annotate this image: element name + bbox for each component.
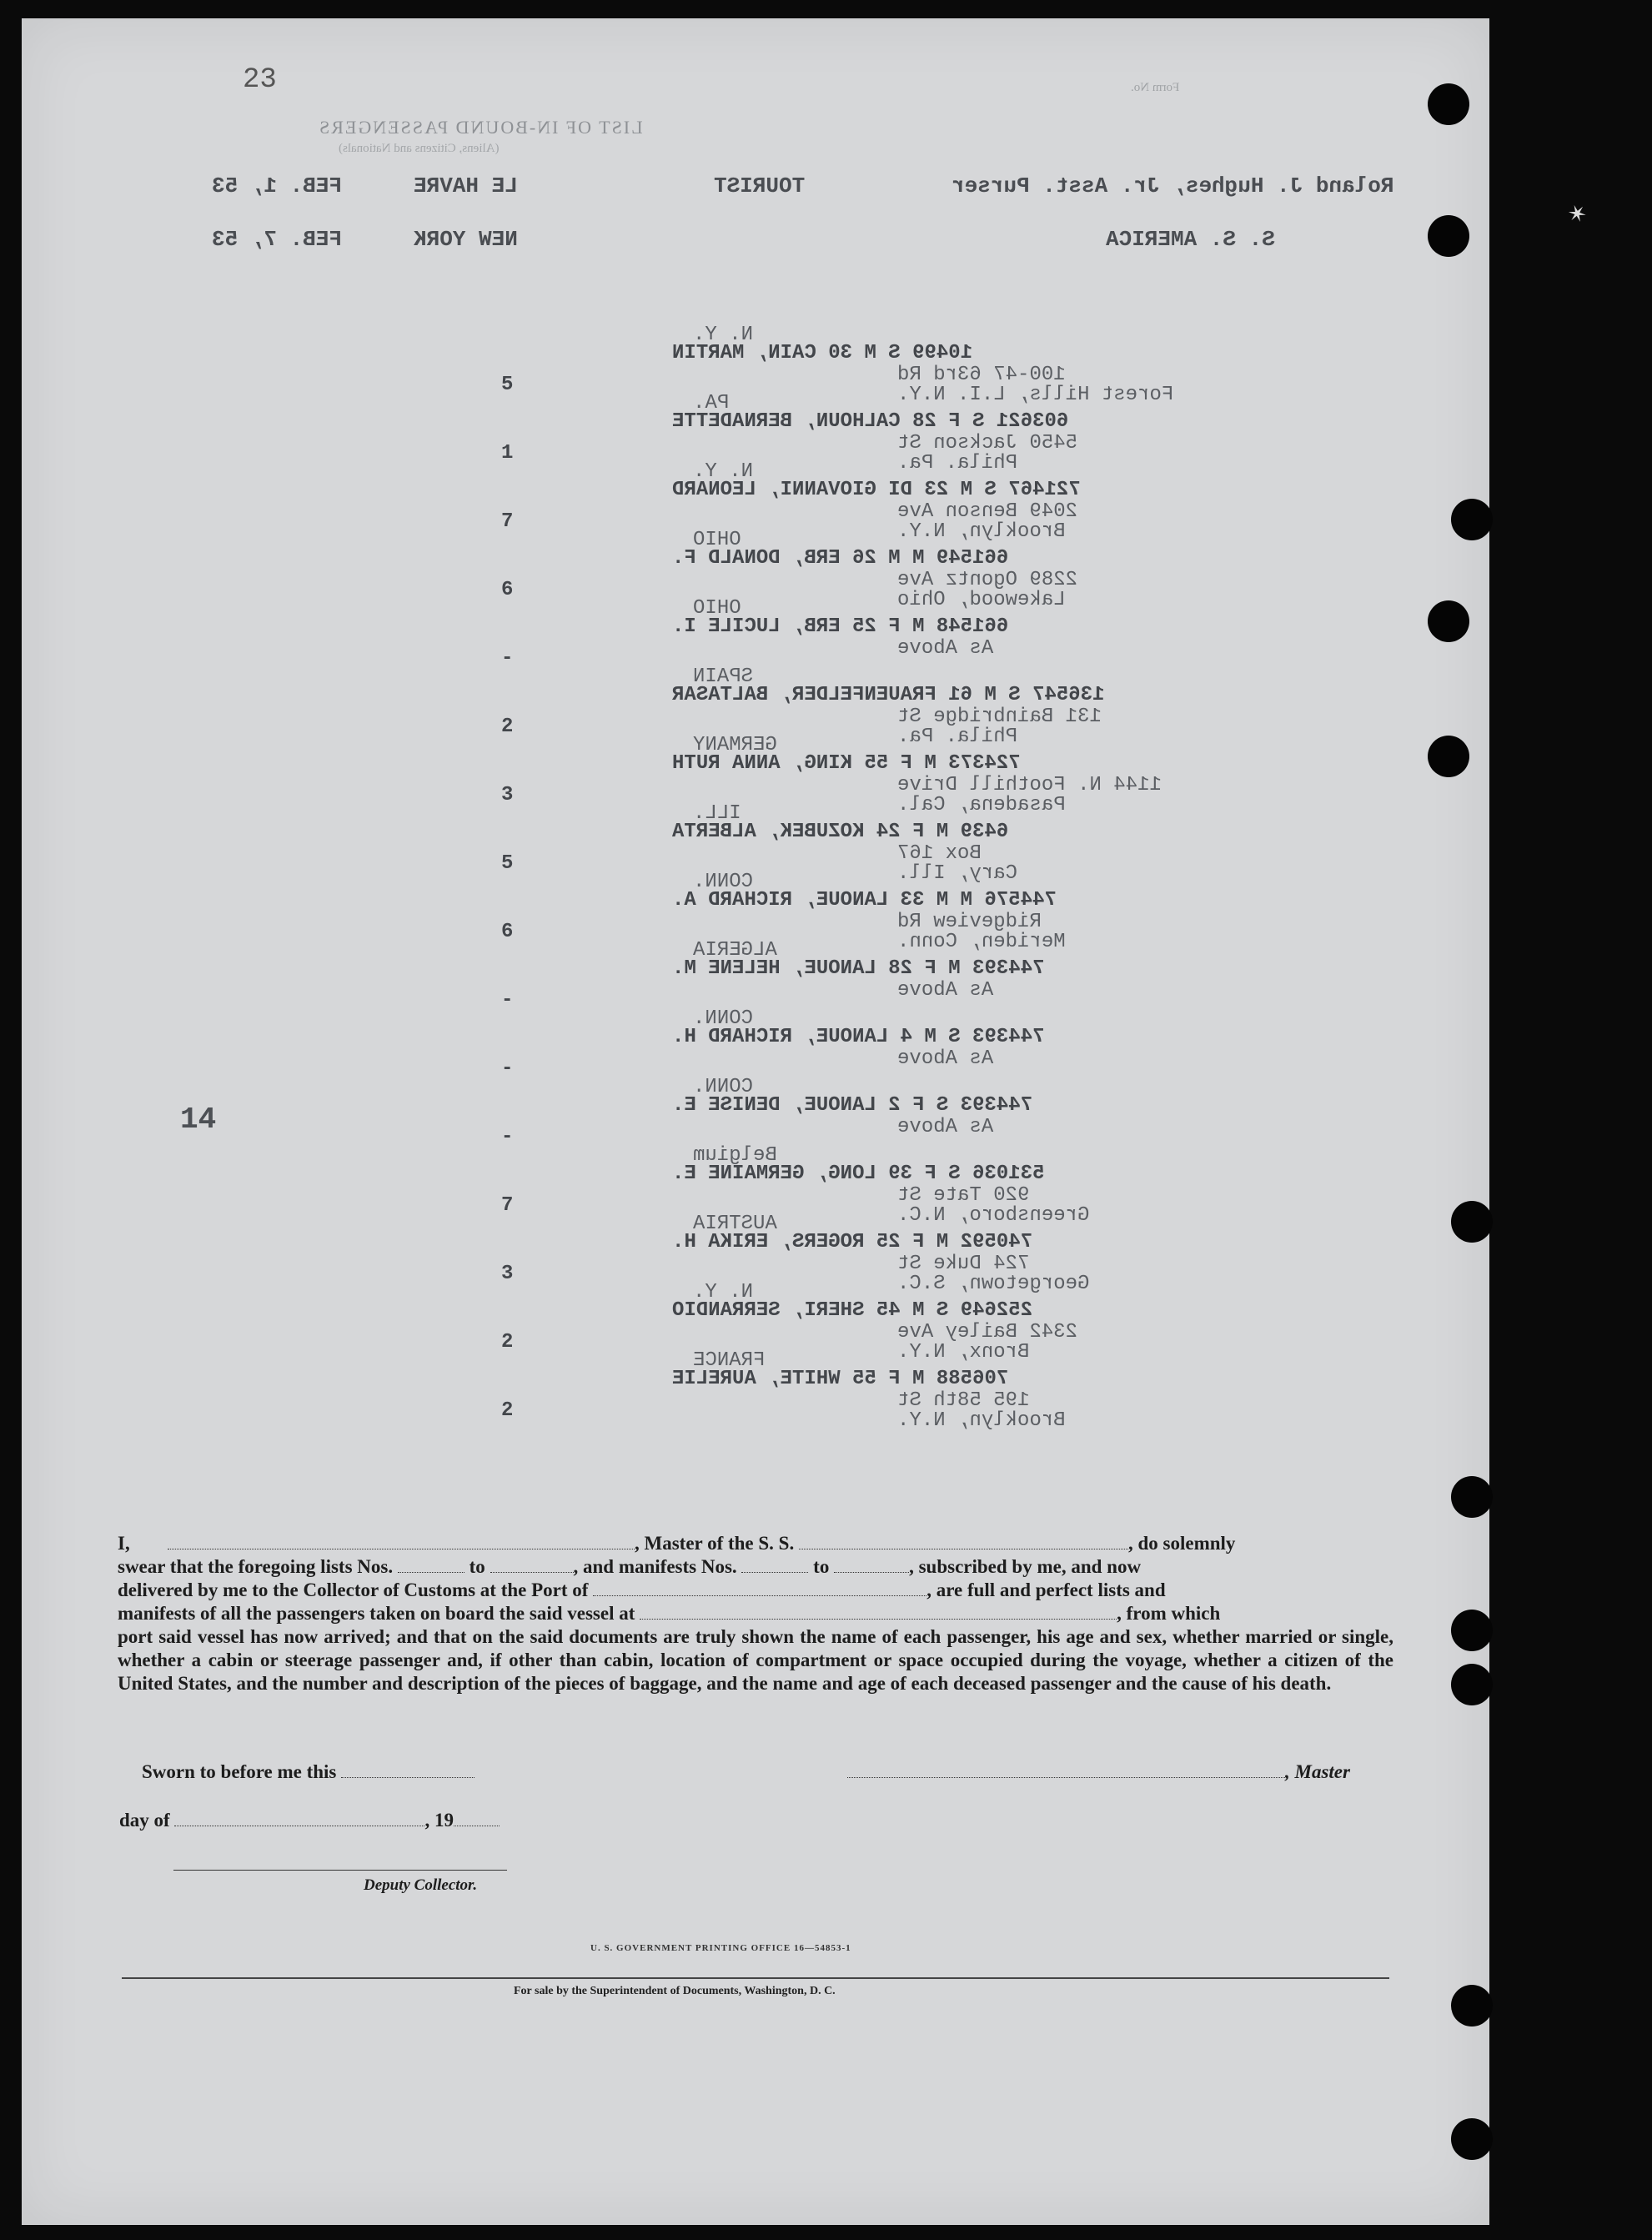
- passenger-count: -: [501, 1057, 514, 1080]
- punch-hole: [1428, 83, 1469, 125]
- passenger-name-line: 531036 S F 39 LONG, GERMAINE E.: [672, 1163, 1045, 1185]
- passenger-name-line: 603621 S F 28 CALHOUN, BERNADETTE: [672, 410, 1069, 433]
- passenger-region: SPAIN: [693, 665, 754, 688]
- passenger-address-line: Phila. Pa.: [897, 452, 1018, 475]
- oath-line-2: swear that the foregoing lists Nos. to , and manifests Nos. to , subscribed by me, and now: [118, 1556, 1142, 1577]
- arrival-date: FEB. 7, 53: [212, 227, 343, 252]
- punch-hole: [1451, 1201, 1493, 1243]
- passenger-address-line: 5450 Jackson St: [897, 432, 1078, 455]
- punch-hole: [1451, 1476, 1493, 1518]
- passenger-address-line: 2049 Benson Ave: [897, 500, 1078, 523]
- passenger-address-line: Phila. Pa.: [897, 726, 1018, 748]
- passenger-count: 3: [501, 784, 514, 806]
- punch-hole: [1451, 499, 1493, 540]
- passenger-address-line: Brooklyn, N.Y.: [897, 520, 1066, 543]
- passenger-address-line: Box 167: [897, 842, 982, 865]
- passenger-region: CONN.: [693, 1007, 754, 1030]
- passenger-address-line: As Above: [897, 979, 994, 1002]
- passenger-region: AUSTRIA: [693, 1213, 777, 1235]
- passenger-name-line: 6439 M F 24 KOZUBEK, ALBERTA: [672, 821, 1009, 843]
- passenger-address-line: Brooklyn, N.Y.: [897, 1409, 1066, 1432]
- passenger-count: 5: [501, 852, 514, 875]
- deputy-collector-label: Deputy Collector.: [364, 1876, 478, 1894]
- passenger-region: N. Y.: [693, 1281, 754, 1303]
- ship-name: S. S. AMERICA: [1106, 227, 1275, 252]
- sheet-number: 23: [243, 64, 277, 96]
- passenger-address-line: Georgetown, S.C.: [897, 1273, 1090, 1295]
- oath-body: port said vessel has now arrived; and that on the said documents are truly shown the name of each passenger, his age and sex, whether married or single, whether a cabin or steerage passenger and, if other than cabin, location of compartment or space occupied during the voyage, whether a citizen of the United States, and the number and description of the pieces of baggage, and the name and age of each deceased passenger and the cause of his death.: [118, 1626, 1393, 1694]
- punch-hole: [1451, 1664, 1493, 1705]
- day-of-line: day of , 19: [119, 1810, 500, 1831]
- passenger-class: TOURIST: [714, 173, 806, 198]
- passenger-address-line: 1144 N. Foothill Drive: [897, 774, 1162, 796]
- passenger-region: PA.: [693, 392, 730, 414]
- passenger-name-line: 661548 M F 25 ERB, LUCILE I.: [672, 615, 1009, 638]
- passenger-count: 1: [501, 442, 514, 465]
- passenger-name-line: 740592 M F 25 ROGERS, ERIKA H.: [672, 1231, 1033, 1253]
- name-blank: [168, 1534, 635, 1549]
- passenger-address-line: Ridgeview Rd: [897, 911, 1042, 933]
- punch-hole: [1451, 1610, 1493, 1651]
- passenger-address-line: As Above: [897, 637, 994, 660]
- passenger-name-line: 721467 S M 23 DI GIOVANNI, LEONARD: [672, 479, 1081, 501]
- passenger-address-line: Bronx, N.Y.: [897, 1341, 1030, 1364]
- passenger-name-line: 724373 M F 55 KING, ANNA RUTH: [672, 752, 1021, 775]
- passenger-address-line: Meriden, Conn.: [897, 931, 1066, 953]
- punch-hole: [1428, 600, 1469, 642]
- sworn-line: Sworn to before me this: [142, 1761, 475, 1783]
- passenger-name-line: 10499 S M 30 CAIN, MARTIN: [672, 342, 973, 364]
- passenger-count: 3: [501, 1263, 514, 1285]
- passenger-address-line: As Above: [897, 1047, 994, 1070]
- passenger-region: OHIO: [693, 529, 741, 551]
- passenger-region: CONN.: [693, 1076, 754, 1098]
- passenger-region: ALGERIA: [693, 939, 777, 962]
- stray-mark-icon: ✶: [1564, 198, 1592, 231]
- passenger-name-line: 136547 S M 61 FRAUENFELDER, BALTASAR: [672, 684, 1105, 706]
- form-subtitle: (Aliens, Citizens and Nationals): [339, 142, 500, 155]
- margin-tally: 14: [180, 1102, 217, 1137]
- passenger-address-line: 2342 Bailey Ave: [897, 1321, 1078, 1343]
- passenger-region: ILL.: [693, 802, 741, 825]
- form-number-label: Form No.: [1131, 81, 1180, 94]
- passenger-address-line: 920 Tate St: [897, 1184, 1030, 1207]
- passenger-name-line: 706588 M F 55 WHITE, AURELIE: [672, 1368, 1009, 1390]
- punch-hole: [1451, 2118, 1493, 2160]
- passenger-region: FRANCE: [693, 1349, 766, 1372]
- passenger-address-line: 2289 Ogontz Ave: [897, 569, 1078, 591]
- master-signature-line: , Master: [847, 1761, 1350, 1783]
- passenger-count: 6: [501, 921, 514, 943]
- manifest-page: [22, 18, 1489, 2225]
- arrival-port: NEW YORK: [414, 227, 518, 252]
- passenger-address-line: 131 Bainbridge St: [897, 706, 1102, 728]
- passenger-address-line: 100-47 63rd Rd: [897, 364, 1066, 386]
- passenger-address-line: Forest Hills, L.I. N.Y.: [897, 384, 1174, 406]
- passenger-region: GERMANY: [693, 734, 777, 756]
- passenger-count: -: [501, 647, 514, 670]
- passenger-count: 2: [501, 716, 514, 738]
- oath-text: [118, 1532, 1393, 1695]
- form-title: LIST OF IN-BOUND PASSENGERS: [318, 117, 643, 138]
- punch-hole: [1451, 1985, 1493, 2027]
- bottom-rule: [122, 1977, 1389, 1979]
- punch-hole: [1428, 215, 1469, 257]
- oath-line-4: manifests of all the passengers taken on board the said vessel at , from which: [118, 1603, 1221, 1624]
- passenger-count: 7: [501, 510, 514, 533]
- passenger-address-line: Pasadena, Cal.: [897, 794, 1066, 816]
- passenger-count: -: [501, 1126, 514, 1148]
- passenger-address-line: Lakewood, Ohio: [897, 589, 1066, 611]
- passenger-region: N. Y.: [693, 460, 754, 483]
- passenger-address-line: As Above: [897, 1116, 994, 1138]
- passenger-address-line: Greensboro, N.C.: [897, 1204, 1090, 1227]
- passenger-address-line: Cary, Ill.: [897, 862, 1018, 885]
- passenger-count: 2: [501, 1331, 514, 1354]
- passenger-address-line: 195 58th St: [897, 1389, 1030, 1412]
- passenger-count: 7: [501, 1194, 514, 1217]
- printer-imprint: U. S. GOVERNMENT PRINTING OFFICE 16—54853-1: [590, 1943, 851, 1953]
- for-sale-note: For sale by the Superintendent of Documents, Washington, D. C.: [514, 1985, 836, 1997]
- passenger-name-line: 744393 S M 4 LANOUE, RICHARD H.: [672, 1026, 1045, 1048]
- passenger-name-line: 744393 S F 2 LANOUE, DENISE E.: [672, 1094, 1033, 1117]
- passenger-region: Belgium: [693, 1144, 777, 1167]
- passenger-name-line: 744393 M F 28 LANOUE, HELENE M.: [672, 957, 1045, 980]
- passenger-region: OHIO: [693, 597, 741, 620]
- passenger-name-line: 744576 M M 33 LANOUE, RICHARD A.: [672, 889, 1057, 912]
- passenger-address-line: 724 Duke St: [897, 1253, 1030, 1275]
- oath-line-3: delivered by me to the Collector of Customs at the Port of , are full and perfect lists and: [118, 1580, 1166, 1600]
- passenger-name-line: 252649 S M 45 SHERI, SERRANDIO: [672, 1299, 1033, 1322]
- passenger-count: 2: [501, 1399, 514, 1422]
- departure-date: FEB. 1, 53: [212, 173, 343, 198]
- passenger-name-line: 661549 M M 26 ERB, DONALD F.: [672, 547, 1009, 570]
- officer-name: Roland J. Hughes, Jr. Asst. Purser: [952, 173, 1394, 198]
- passenger-count: -: [501, 989, 514, 1012]
- passenger-region: N. Y.: [693, 324, 754, 346]
- passenger-region: CONN.: [693, 871, 754, 893]
- passenger-count: 5: [501, 374, 514, 396]
- ship-blank: [799, 1534, 1128, 1549]
- passenger-count: 6: [501, 579, 514, 601]
- departure-port: LE HAVRE: [414, 173, 518, 198]
- deputy-signature-line: [173, 1870, 507, 1871]
- oath-line-1: I, , Master of the S. S. , do solemnly: [118, 1533, 1236, 1554]
- punch-hole: [1428, 736, 1469, 777]
